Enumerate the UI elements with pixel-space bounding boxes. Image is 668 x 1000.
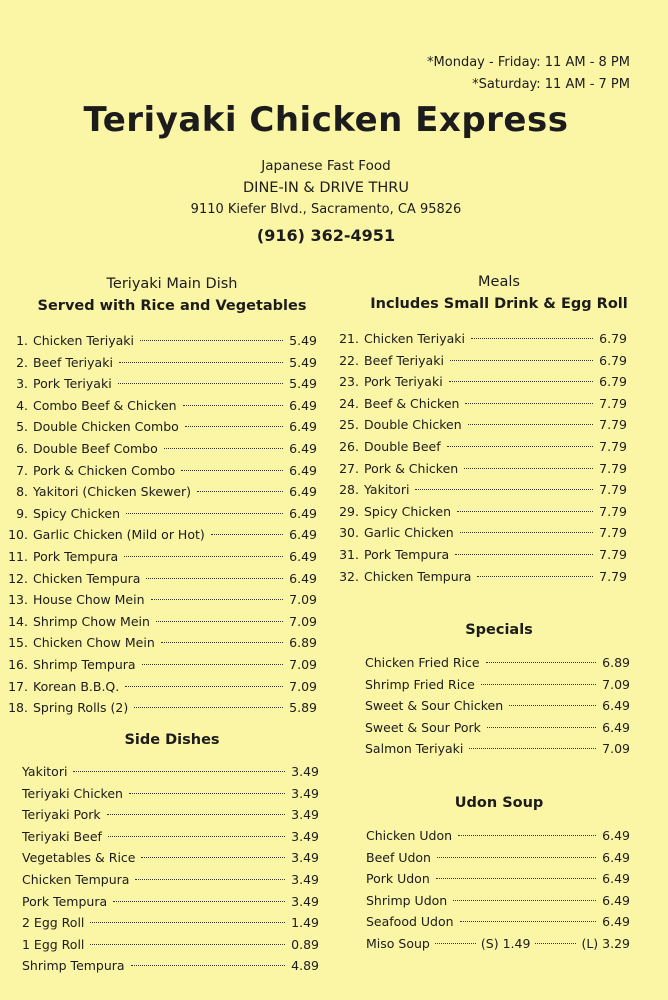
item-name: Spicy Chicken xyxy=(364,503,451,519)
item-name: Shrimp Fried Rice xyxy=(365,676,475,692)
side-dish-item xyxy=(22,955,319,977)
item-price: 7.79 xyxy=(599,525,627,541)
item-price: 3.49 xyxy=(291,893,319,909)
item-price: 6.49 xyxy=(289,462,317,478)
item-name: Sweet & Sour Chicken xyxy=(365,698,504,714)
item-name: Shrimp Chow Mein xyxy=(33,613,150,629)
main-dish-item xyxy=(8,460,317,482)
item-number: 21. xyxy=(339,331,359,346)
dot-leader xyxy=(435,943,476,944)
item-number: 23. xyxy=(339,374,359,390)
item-name: Pork & Chicken Combo xyxy=(33,462,176,478)
item-number: 6. xyxy=(16,440,28,456)
item-price: 5.49 xyxy=(289,376,317,392)
item-name: Chicken Tempura xyxy=(364,568,472,584)
item-price: 7.79 xyxy=(599,482,627,498)
main-dish-item xyxy=(8,524,317,546)
item-price: 6.49 xyxy=(289,570,317,586)
side-dish-item xyxy=(22,826,319,848)
specials-heading: Specials xyxy=(465,622,533,638)
udon-item xyxy=(366,890,630,912)
meal-item xyxy=(339,522,627,544)
main-dish-item xyxy=(8,503,317,525)
item-price: 7.79 xyxy=(599,546,627,562)
item-number: 1. xyxy=(16,333,28,348)
udon-heading: Udon Soup xyxy=(454,795,544,811)
dot-leader xyxy=(113,901,285,902)
main-dish-item xyxy=(8,373,317,395)
meal-item xyxy=(339,544,627,566)
main-dish-heading xyxy=(22,273,322,317)
item-price: 6.49 xyxy=(602,828,630,843)
service-type: DINE-IN & DRIVE THRU xyxy=(243,180,409,196)
item-price: 6.49 xyxy=(289,527,317,543)
weekday-hours: *Monday - Friday: 11 AM - 8 PM xyxy=(427,55,630,70)
dot-leader xyxy=(124,556,283,557)
meals-list xyxy=(339,328,627,587)
item-price: 4.89 xyxy=(291,958,319,974)
business-hours xyxy=(427,52,630,96)
item-number: 16. xyxy=(8,656,28,672)
item-number: 22. xyxy=(339,352,359,368)
dot-leader xyxy=(455,554,593,555)
dot-leader xyxy=(118,383,283,384)
item-name: Pork Teriyaki xyxy=(33,376,112,392)
item-price: 3.49 xyxy=(291,828,319,844)
item-name: Salmon Teriyaki xyxy=(365,741,464,757)
item-name: Garlic Chicken xyxy=(364,525,454,541)
item-price: 7.79 xyxy=(599,417,627,433)
side-dish-item xyxy=(22,804,319,826)
item-price: 6.49 xyxy=(289,440,317,456)
item-price: 6.49 xyxy=(289,397,317,413)
item-number: 25. xyxy=(339,417,359,433)
item-name: Shrimp Udon xyxy=(366,892,448,908)
dot-leader xyxy=(73,771,285,772)
dot-leader xyxy=(135,879,285,880)
udon-item xyxy=(366,825,630,847)
main-dish-title: Teriyaki Main Dish xyxy=(106,276,238,292)
dot-leader xyxy=(211,534,283,535)
dot-leader xyxy=(458,835,596,836)
item-number: 9. xyxy=(16,505,28,521)
side-dish-item xyxy=(22,761,319,783)
item-name: Double Beef xyxy=(364,438,441,454)
item-price: 6.79 xyxy=(599,352,627,368)
meals-heading xyxy=(358,271,640,315)
item-price: 3.49 xyxy=(291,871,319,887)
item-price: 7.79 xyxy=(599,568,627,584)
main-dish-item xyxy=(8,438,317,460)
dot-leader xyxy=(468,424,593,425)
item-price: 5.49 xyxy=(289,333,317,348)
dot-leader xyxy=(146,578,283,579)
dot-leader xyxy=(119,362,283,363)
item-name: Vegetables & Rice xyxy=(22,850,136,866)
item-name: Chicken Tempura xyxy=(22,871,130,887)
item-name: Shrimp Tempura xyxy=(22,958,125,974)
item-price: 6.49 xyxy=(289,419,317,435)
dot-leader xyxy=(197,491,283,492)
dot-leader xyxy=(90,944,285,945)
dot-leader xyxy=(134,707,283,708)
item-name: Beef Teriyaki xyxy=(364,352,444,368)
side-dishes-heading: Side Dishes xyxy=(124,732,220,748)
dot-leader xyxy=(477,576,593,577)
special-item xyxy=(365,674,630,696)
item-name: Seafood Udon xyxy=(366,914,454,930)
item-name: Double Chicken xyxy=(364,417,462,433)
item-price: 7.09 xyxy=(289,592,317,608)
dot-leader xyxy=(469,748,596,749)
item-number: 28. xyxy=(339,482,359,498)
meal-item xyxy=(339,436,627,458)
item-name: Shrimp Tempura xyxy=(33,656,136,672)
dot-leader xyxy=(464,468,593,469)
main-dish-item xyxy=(8,352,317,374)
item-name: Pork Tempura xyxy=(22,893,108,909)
item-price: 3.49 xyxy=(291,764,319,779)
item-price: 6.49 xyxy=(289,484,317,500)
dot-leader xyxy=(126,513,283,514)
side-dishes-list xyxy=(22,761,319,977)
item-name: Beef Udon xyxy=(366,849,431,865)
main-dish-item xyxy=(8,395,317,417)
dot-leader xyxy=(481,684,596,685)
item-price: 3.49 xyxy=(291,785,319,801)
item-number: 8. xyxy=(16,484,28,500)
item-price: 7.09 xyxy=(289,656,317,672)
dot-leader xyxy=(457,511,593,512)
item-price: 5.89 xyxy=(289,700,317,716)
item-price: 1.49 xyxy=(291,915,319,931)
item-number: 17. xyxy=(8,678,28,694)
item-name: Yakitori (Chicken Skewer) xyxy=(33,484,192,500)
side-dish-item xyxy=(22,869,319,891)
item-name: 2 Egg Roll xyxy=(22,915,85,931)
item-price: 7.79 xyxy=(599,503,627,519)
item-number: 2. xyxy=(16,354,28,370)
item-name: House Chow Mein xyxy=(33,592,145,608)
item-price: 6.79 xyxy=(599,374,627,390)
item-name: Beef Teriyaki xyxy=(33,354,113,370)
main-dish-item xyxy=(8,697,317,719)
address: 9110 Kiefer Blvd., Sacramento, CA 95826 xyxy=(190,202,462,217)
item-number: 14. xyxy=(8,613,28,629)
item-price: 7.79 xyxy=(599,395,627,411)
tagline: Japanese Fast Food xyxy=(261,158,391,174)
item-price: 7.09 xyxy=(602,676,630,692)
udon-list xyxy=(366,825,630,933)
item-name: Teriyaki Beef xyxy=(22,828,102,844)
dot-leader xyxy=(125,686,283,687)
item-price: 7.09 xyxy=(289,678,317,694)
side-dish-item xyxy=(22,891,319,913)
special-item xyxy=(365,738,630,760)
item-name: Yakitori xyxy=(22,764,68,779)
side-dish-item xyxy=(22,783,319,805)
item-name: Chicken Tempura xyxy=(33,570,141,586)
item-name: Spring Rolls (2) xyxy=(33,700,129,716)
item-price: 6.49 xyxy=(602,698,630,714)
item-name: Chicken Teriyaki xyxy=(33,333,134,348)
miso-soup-large-price: (L) 3.29 xyxy=(581,936,630,951)
item-number: 11. xyxy=(8,548,28,564)
item-price: 7.79 xyxy=(599,438,627,454)
dot-leader xyxy=(151,599,284,600)
special-item xyxy=(365,717,630,739)
side-dish-item xyxy=(22,847,319,869)
item-name: Pork Udon xyxy=(366,871,430,887)
item-number: 26. xyxy=(339,438,359,454)
dot-leader xyxy=(460,532,593,533)
dot-leader xyxy=(185,426,283,427)
special-item xyxy=(365,652,630,674)
meal-item xyxy=(339,566,627,588)
item-price: 6.49 xyxy=(602,719,630,735)
miso-soup-name: Miso Soup xyxy=(366,936,430,951)
item-number: 27. xyxy=(339,460,359,476)
item-name: Double Beef Combo xyxy=(33,440,158,456)
main-dish-item xyxy=(8,481,317,503)
dot-leader xyxy=(107,814,285,815)
item-price: 3.49 xyxy=(291,850,319,866)
item-number: 10. xyxy=(8,527,28,543)
item-name: Garlic Chicken (Mild or Hot) xyxy=(33,527,205,543)
miso-soup-small-price: (S) 1.49 xyxy=(480,936,531,951)
item-name: Korean B.B.Q. xyxy=(33,678,120,694)
item-name: Pork Teriyaki xyxy=(364,374,443,390)
meal-item xyxy=(339,501,627,523)
item-number: 7. xyxy=(16,462,28,478)
item-number: 24. xyxy=(339,395,359,411)
meal-item xyxy=(339,350,627,372)
item-name: Double Chicken Combo xyxy=(33,419,179,435)
item-name: Sweet & Sour Pork xyxy=(365,719,481,735)
item-name: Spicy Chicken xyxy=(33,505,120,521)
dot-leader xyxy=(415,489,593,490)
item-price: 6.49 xyxy=(602,914,630,930)
item-price: 6.49 xyxy=(289,505,317,521)
side-dish-item xyxy=(22,912,319,934)
saturday-hours: *Saturday: 11 AM - 7 PM xyxy=(472,77,630,92)
meal-item xyxy=(339,371,627,393)
dot-leader xyxy=(156,621,283,622)
item-number: 30. xyxy=(339,525,359,541)
item-price: 5.49 xyxy=(289,354,317,370)
dot-leader xyxy=(141,857,285,858)
item-price: 7.79 xyxy=(599,460,627,476)
item-price: 6.49 xyxy=(602,849,630,865)
main-dish-item xyxy=(8,654,317,676)
item-name: Chicken Udon xyxy=(366,828,453,843)
item-price: 3.49 xyxy=(291,807,319,823)
dot-leader xyxy=(450,360,593,361)
item-name: Teriyaki Chicken xyxy=(22,785,123,801)
item-name: Combo Beef & Chicken xyxy=(33,397,177,413)
item-name: Chicken Teriyaki xyxy=(364,331,465,346)
main-dish-subtitle: Served with Rice and Vegetables xyxy=(37,298,307,314)
udon-item xyxy=(366,847,630,869)
meal-item xyxy=(339,393,627,415)
item-number: 3. xyxy=(16,376,28,392)
dot-leader xyxy=(535,943,576,944)
specials-list xyxy=(365,652,630,760)
udon-item xyxy=(366,868,630,890)
item-number: 15. xyxy=(8,635,28,651)
item-name: 1 Egg Roll xyxy=(22,936,85,952)
item-name: Yakitori xyxy=(364,482,410,498)
main-dish-list xyxy=(8,330,317,719)
item-number: 18. xyxy=(8,700,28,716)
meal-item xyxy=(339,479,627,501)
phone-number: (916) 362-4951 xyxy=(256,226,396,245)
item-price: 0.89 xyxy=(291,936,319,952)
miso-soup-row xyxy=(366,933,630,955)
dot-leader xyxy=(437,857,596,858)
main-dish-item xyxy=(8,568,317,590)
dot-leader xyxy=(486,662,597,663)
item-price: 6.79 xyxy=(599,331,627,346)
item-price: 6.89 xyxy=(602,655,630,670)
main-dish-item xyxy=(8,589,317,611)
dot-leader xyxy=(129,793,285,794)
item-name: Beef & Chicken xyxy=(364,395,460,411)
item-name: Pork Tempura xyxy=(364,546,450,562)
dot-leader xyxy=(509,705,596,706)
main-dish-item xyxy=(8,416,317,438)
meal-item xyxy=(339,458,627,480)
dot-leader xyxy=(164,448,283,449)
dot-leader xyxy=(449,381,593,382)
item-name: Chicken Fried Rice xyxy=(365,655,480,670)
special-item xyxy=(365,695,630,717)
item-name: Chicken Chow Mein xyxy=(33,635,155,651)
item-number: 4. xyxy=(16,397,28,413)
dot-leader xyxy=(183,405,284,406)
item-price: 6.49 xyxy=(289,548,317,564)
miso-soup-row-wrap xyxy=(366,933,630,955)
item-number: 13. xyxy=(8,592,28,608)
item-name: Teriyaki Pork xyxy=(22,807,101,823)
dot-leader xyxy=(90,922,285,923)
dot-leader xyxy=(181,470,283,471)
dot-leader xyxy=(161,642,283,643)
side-dish-item xyxy=(22,934,319,956)
item-price: 6.89 xyxy=(289,635,317,651)
item-number: 12. xyxy=(8,570,28,586)
item-number: 31. xyxy=(339,546,359,562)
meals-subtitle: Includes Small Drink & Egg Roll xyxy=(370,296,628,312)
item-price: 6.49 xyxy=(602,871,630,887)
item-number: 32. xyxy=(339,568,359,584)
dot-leader xyxy=(460,921,597,922)
main-dish-item xyxy=(8,611,317,633)
dot-leader xyxy=(471,338,593,339)
restaurant-name: Teriyaki Chicken Express xyxy=(83,100,569,140)
meals-title: Meals xyxy=(478,274,520,290)
item-price: 6.49 xyxy=(602,892,630,908)
restaurant-info xyxy=(0,155,652,250)
dot-leader xyxy=(142,664,284,665)
main-dish-item xyxy=(8,546,317,568)
dot-leader xyxy=(108,836,285,837)
dot-leader xyxy=(465,403,593,404)
meal-item xyxy=(339,414,627,436)
item-name: Pork Tempura xyxy=(33,548,119,564)
item-number: 5. xyxy=(16,419,28,435)
main-dish-item xyxy=(8,676,317,698)
main-dish-item xyxy=(8,632,317,654)
item-price: 7.09 xyxy=(602,741,630,757)
main-dish-item xyxy=(8,330,317,352)
item-name: Pork & Chicken xyxy=(364,460,459,476)
dot-leader xyxy=(447,446,594,447)
udon-item xyxy=(366,911,630,933)
dot-leader xyxy=(453,900,596,901)
meal-item xyxy=(339,328,627,350)
dot-leader xyxy=(131,965,286,966)
dot-leader xyxy=(140,340,283,341)
dot-leader xyxy=(487,727,596,728)
item-number: 29. xyxy=(339,503,359,519)
dot-leader xyxy=(436,878,596,879)
item-price: 7.09 xyxy=(289,613,317,629)
